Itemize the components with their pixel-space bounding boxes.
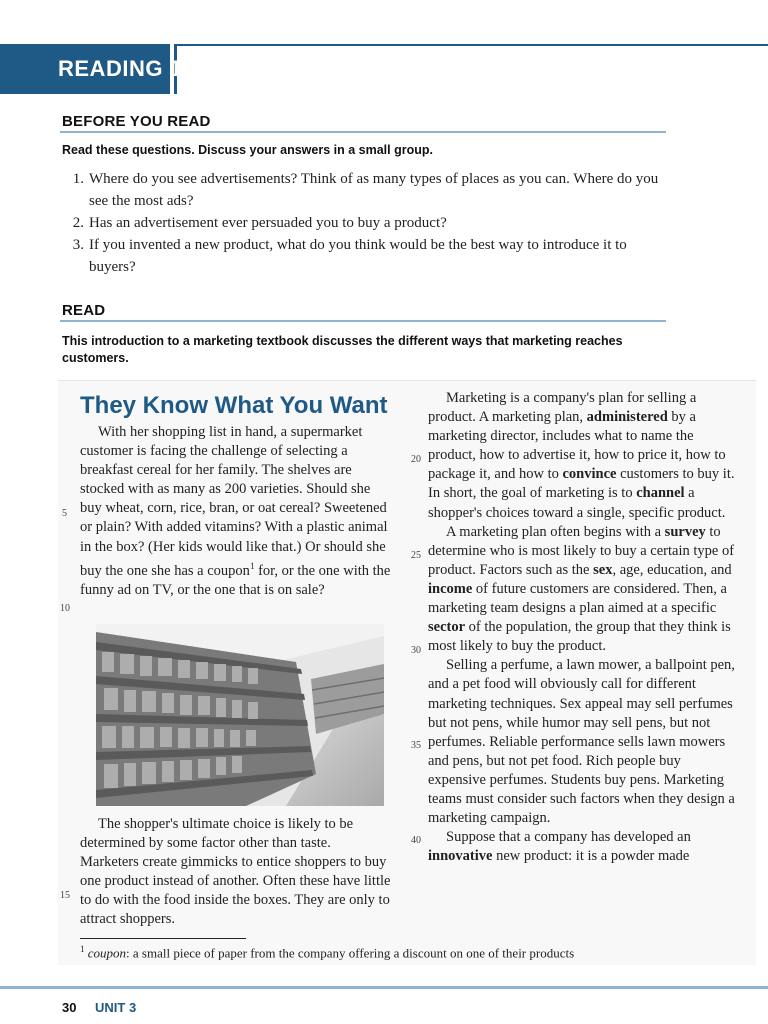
question-list (62, 168, 662, 278)
question-text: Where do you see advertisements? Think of as many types of places as you can. Where do you see the most ads? (89, 171, 659, 209)
question-item (62, 234, 662, 278)
footer-rule (0, 986, 768, 989)
article-right-paragraph-2 (428, 523, 738, 657)
paragraph-text: , age, education, and (612, 561, 732, 578)
footnote-marker: 1 (249, 560, 255, 571)
vocab-word: channel (636, 485, 685, 502)
vocab-word: sex (593, 561, 613, 578)
paragraph-text: of the population, the group that they think is most likely to buy the product. (428, 619, 731, 655)
vocab-word: sector (428, 619, 466, 636)
footnote-marker: 1 (80, 944, 85, 954)
vocab-word: survey (664, 523, 706, 540)
footnote-rule (80, 938, 246, 939)
question-number: 2. (72, 215, 84, 231)
question-number: 1. (72, 171, 84, 187)
paragraph-text: Marketing is a company's plan for selling a product. A marketing plan, (428, 390, 697, 426)
paragraph-text: With her shopping list in hand, a supermarket customer is facing the challenge of selecting a breakfast cereal for her family. The shelves are stocked with as many as 200 varieties. Should she buy wheat, corn, rice, bran, or oat cereal? Sweetened or plain? With added vitamins? With a plastic animal in the box? (Her kids would like that.) Or should she buy the one she has a coupon (80, 424, 388, 579)
article-title: They Know What You Want (80, 392, 388, 419)
line-number: 5 (62, 508, 67, 519)
line-number: 30 (411, 645, 421, 656)
vocab-word: convince (562, 466, 617, 483)
before-you-read-heading: BEFORE YOU READ (62, 113, 211, 130)
footnote-definition: : a small piece of paper from the company offering a discount on one of their products (126, 945, 575, 961)
question-text: Has an advertisement ever persuaded you to buy a product? (89, 215, 447, 231)
line-number: 10 (60, 603, 70, 614)
paragraph-text: new product: it is a powder made (492, 848, 690, 865)
question-item (62, 168, 662, 212)
article-left-paragraph-2 (80, 815, 392, 930)
section-rule (60, 131, 666, 133)
paragraph-text: for, or the one with the funny ad on TV, or the one that is on sale? (80, 562, 391, 598)
paragraph-text: customers to buy it. In short, the goal of marketing is to (428, 466, 735, 502)
article-right-paragraph-4 (428, 828, 738, 866)
line-number: 35 (411, 740, 421, 751)
paragraph-text: of future customers are considered. Then, a marketing team designs a plan aimed at a specific (428, 580, 727, 617)
read-heading: READ (62, 302, 106, 319)
question-text: If you invented a new product, what do you think would be the best way to introduce it to buyers? (89, 237, 627, 275)
footnote (80, 944, 574, 961)
paragraph-text: to determine who is most likely to buy a certain type of product. Factors such as the (428, 523, 735, 578)
paragraph-text: by a marketing director, includes what to name the product, how to advertise it, how to price it, how to package it, and how to (428, 409, 726, 483)
article-right-paragraph-3: Selling a perfume, a lawn mower, a ballpoint pen, and a pet food will obviously call for different marketing techniques. Sex appeal may sell perfumes but not pens, while humor may sell pens, but not perfumes. Reliable performance sells lawn mowers and pens, but not pet food. Rich people buy expensive perfumes. Students buy pens. Marketing teams must consider such factors when they design a marketing campaign. (428, 657, 735, 827)
footnote-term: coupon (87, 945, 127, 961)
unit-label: UNIT 3 (95, 1000, 137, 1015)
vocab-word: income (428, 580, 473, 597)
before-you-read-instruction: Read these questions. Discuss your answers in a small group. (62, 143, 433, 157)
paragraph-text: a shopper's choices toward a single, specific product. (428, 485, 726, 521)
line-number: 15 (60, 890, 70, 901)
article-right-column (428, 389, 738, 866)
reading-label: READING 1 (58, 56, 183, 81)
paragraph-text: Suppose that a company has developed an (446, 829, 691, 846)
paragraph-text: The shopper's ultimate choice is likely to be determined by some factor other than taste. Marketers create gimmicks to entice shoppers to buy one product instead of another. Often these have little to do with the food inside the boxes. They are only to attract shoppers. (80, 816, 391, 928)
paragraph-text: A marketing plan often begins with a (446, 523, 665, 540)
vocab-word: innovative (428, 848, 493, 865)
line-number: 20 (411, 454, 421, 465)
page-number: 30 (62, 1000, 77, 1015)
section-rule (60, 320, 666, 322)
question-number: 3. (72, 237, 84, 253)
article-right-paragraph-1 (428, 389, 738, 523)
read-instruction: This introduction to a marketing textbook discusses the different ways that marketing reaches customers. (62, 334, 623, 365)
vocab-word: administered (586, 409, 668, 426)
supermarket-aisle-photo (96, 624, 384, 806)
line-number: 40 (411, 835, 421, 846)
question-item (62, 212, 662, 234)
line-number: 25 (411, 550, 421, 561)
cereal-shelves-image (96, 624, 384, 806)
article-left-paragraph-1 (80, 423, 392, 600)
